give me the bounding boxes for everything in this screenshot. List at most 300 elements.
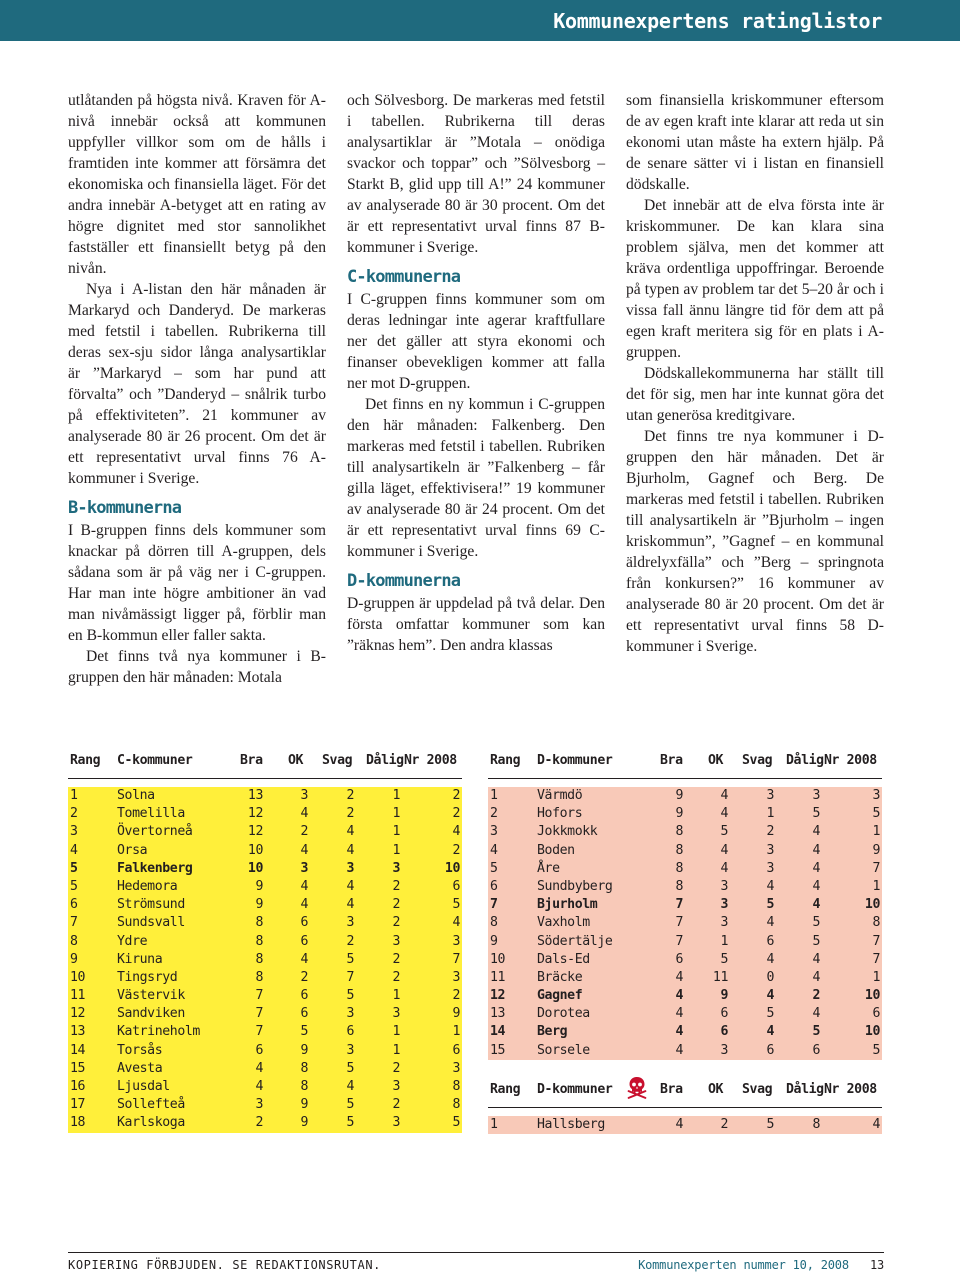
cell-svag: 5 [766,897,774,913]
cell-bra: 4 [675,1024,683,1040]
cell-svag: 2 [346,806,354,822]
cell-nr: 4 [452,915,460,931]
table-header [488,1079,882,1101]
cell-dalig: 1 [392,842,400,858]
d-kommuner-table [488,750,882,1060]
table-row [488,914,882,932]
cell-bra: 8 [675,860,683,876]
cell-ok: 4 [720,806,728,822]
cell-rang: 12 [70,1006,86,1022]
cell-ok: 4 [720,860,728,876]
cell-ok: 2 [300,824,308,840]
cell-name: Falkenberg [117,860,193,876]
article-paragraph: Dödskallekommunerna har ställt till det för sig, men har inte kunnat göra det utan generösa kreditgivare. [626,365,884,424]
cell-bra: 4 [255,1079,263,1094]
cell-nr: 7 [872,860,880,876]
table-row [68,1114,462,1132]
cell-ok: 9 [720,988,728,1004]
column-header: Bra [660,753,683,768]
column-header: Rang [490,753,521,768]
column-header: D-kommuner [537,753,613,768]
cell-ok: 8 [300,1060,308,1076]
cell-name: Övertorneå [117,824,193,840]
article-paragraph: och Sölvesborg. De markeras med fetstil i tabellen. Rubrikerna till deras analysartiklar är ”Motala – onödiga svackor och toppar” och ”Sölvesborg – Starkt B, glid upp till A!” 24 kommuner av analyserade 80 är 30 procent. Om det är ett representativt urval finns 87 B-kommuner i Sverige. [347,92,605,256]
cell-svag: 6 [766,933,774,949]
article-column-2 [347,90,605,656]
cell-svag: 4 [766,1024,774,1040]
cell-dalig: 2 [392,951,400,967]
cell-rang: 11 [490,969,506,985]
cell-nr: 2 [452,788,460,803]
cell-name: Hallsberg [537,1117,605,1132]
cell-ok: 5 [720,824,728,840]
cell-nr: 8 [452,1097,460,1113]
cell-name: Dals-Ed [537,951,590,967]
table-row [488,1005,882,1023]
cell-nr: 5 [452,1115,460,1131]
article-paragraph: D-gruppen är uppdelad på två delar. Den första omfattar kommuner som kan ”räknas hem”. Den andra klassas [347,595,605,654]
cell-rang: 13 [490,1006,506,1022]
cell-bra: 13 [247,788,263,803]
cell-bra: 2 [255,1115,263,1131]
article-paragraph: Det finns tre nya kommuner i D-gruppen den här månaden. Det är Bjurholm, Gagnef och Berg. De markeras med fetstil i tabellen. Rubriken till analysartikeln är ”Bjurholm – ingen kriskommun”, ”Gagnef – en kommunal äldrelyxfälla” och ”Berg – springnota från konkursen?” 16 kommuner av analyserade 80 är 20 procent. Om det är ett representativt urval finns 58 D-kommuner i Sverige. [626,428,884,655]
cell-name: Boden [537,842,575,858]
cell-rang: 7 [490,897,498,913]
cell-rang: 3 [490,824,498,840]
cell-nr: 6 [452,878,460,894]
cell-svag: 6 [346,1024,354,1040]
table-row [68,1042,462,1060]
cell-ok: 6 [720,1006,728,1022]
cell-dalig: 2 [392,878,400,894]
cell-name: Sundbyberg [537,878,613,894]
cell-bra: 6 [255,1042,263,1058]
cell-nr: 3 [452,1060,460,1076]
cell-ok: 3 [720,915,728,931]
cell-dalig: 1 [392,824,400,840]
table-row [488,860,882,878]
page-title: Kommunexpertens ratinglistor [553,9,882,33]
cell-bra: 12 [247,806,263,822]
cell-name: Tomelilla [117,806,185,822]
cell-svag: 2 [346,933,354,949]
column-header: Svag [742,1082,773,1097]
column-header: Bra [660,1082,683,1097]
table-divider [488,778,882,779]
c-kommuner-table [68,750,462,1133]
cell-name: Bräcke [537,969,583,985]
cell-svag: 4 [346,824,354,840]
column-header: Dålig [786,753,824,768]
cell-rang: 8 [490,915,498,931]
table-row [68,1096,462,1114]
cell-rang: 6 [490,878,498,894]
cell-bra: 8 [255,951,263,967]
column-header: OK [708,1082,724,1097]
cell-ok: 3 [720,878,728,894]
cell-nr: 6 [452,1042,460,1058]
cell-name: Hedemora [117,878,178,894]
cell-bra: 9 [675,806,683,822]
cell-svag: 4 [766,951,774,967]
cell-svag: 0 [766,969,774,985]
cell-ok: 6 [300,1006,308,1022]
cell-bra: 7 [675,897,683,913]
cell-nr: 2 [452,988,460,1004]
cell-name: Sorsele [537,1042,590,1058]
cell-name: Avesta [117,1060,163,1076]
cell-ok: 3 [720,897,728,913]
article-paragraph: I C-gruppen finns kommuner som om deras ledningar inte agerar kraftfullare ner det gäller att styra ekonomi och finanser obevekligen kommer att falla ner mot D-gruppen. [347,291,605,392]
cell-name: Sandviken [117,1006,185,1022]
cell-svag: 4 [766,915,774,931]
cell-nr: 7 [872,951,880,967]
cell-bra: 7 [675,933,683,949]
cell-svag: 3 [346,915,354,931]
cell-svag: 4 [346,878,354,894]
cell-name: Katrineholm [117,1024,200,1040]
section-heading: C-kommunerna [347,267,461,287]
cell-rang: 10 [490,951,506,967]
cell-ok: 4 [300,897,308,913]
table-row [68,969,462,987]
cell-svag: 5 [766,1117,774,1132]
cell-rang: 10 [70,969,86,985]
cell-rang: 9 [490,933,498,949]
table-row [488,878,882,896]
cell-bra: 9 [675,788,683,803]
cell-nr: 3 [452,933,460,949]
cell-bra: 4 [675,1042,683,1058]
cell-bra: 4 [675,1006,683,1022]
cell-nr: 1 [452,1024,460,1040]
column-header: Nr 2008 [404,753,457,768]
cell-name: Åre [537,860,560,876]
column-header: Nr 2008 [824,1082,877,1097]
cell-ok: 4 [300,878,308,894]
cell-dalig: 3 [392,933,400,949]
cell-dalig: 4 [812,824,820,840]
table-row [488,987,882,1005]
column-header: OK [288,753,304,768]
cell-rang: 16 [70,1079,86,1094]
cell-rang: 14 [490,1024,506,1040]
cell-bra: 9 [255,897,263,913]
table-row [488,896,882,914]
cell-nr: 10 [864,1024,880,1040]
cell-bra: 7 [675,915,683,931]
cell-dalig: 3 [812,788,820,803]
column-header: C-kommuner [117,753,193,768]
cell-nr: 9 [872,842,880,858]
cell-nr: 3 [872,788,880,803]
table-row [68,823,462,841]
column-header: OK [708,753,724,768]
cell-bra: 8 [675,842,683,858]
cell-svag: 5 [346,1097,354,1113]
table-row [68,1023,462,1041]
cell-dalig: 4 [812,842,820,858]
footer-issue [638,1258,884,1272]
cell-ok: 6 [300,988,308,1004]
table-row [488,1042,882,1060]
cell-rang: 4 [490,842,498,858]
cell-ok: 5 [720,951,728,967]
article-paragraph: Det finns två nya kommuner i B-gruppen den här månaden: Motala [68,648,326,686]
cell-nr: 10 [444,860,460,876]
cell-ok: 3 [720,1042,728,1058]
skull-crossbones-icon [624,1075,650,1101]
column-header: Dålig [786,1082,824,1097]
table-row [68,878,462,896]
table-divider [68,778,462,779]
cell-name: Sollefteå [117,1097,185,1113]
table-row [488,842,882,860]
cell-dalig: 5 [812,915,820,931]
cell-svag: 3 [346,1006,354,1022]
cell-dalig: 2 [392,1097,400,1113]
cell-rang: 13 [70,1024,86,1040]
article-paragraph: som finansiella kriskommuner eftersom de av egen kraft inte klarar att reda ut sin ekonomi utan måste ha extern hjälp. På de senare sätter vi i listan en finansiell dödskalle. [626,92,884,193]
cell-dalig: 5 [812,1024,820,1040]
cell-ok: 4 [720,788,728,803]
cell-ok: 8 [300,1079,308,1094]
cell-svag: 4 [346,897,354,913]
cell-dalig: 4 [812,969,820,985]
cell-dalig: 3 [392,860,400,876]
cell-name: Strömsund [117,897,185,913]
column-header: Svag [742,753,773,768]
cell-name: Vaxholm [537,915,590,931]
cell-nr: 5 [872,806,880,822]
cell-name: Tingsryd [117,969,178,985]
table-row [68,842,462,860]
table-row [68,1078,462,1096]
cell-bra: 4 [675,969,683,985]
cell-name: Ljusdal [117,1079,170,1094]
column-header: Dålig [366,753,404,768]
cell-rang: 9 [70,951,78,967]
cell-name: Hofors [537,806,583,822]
table-row [68,860,462,878]
cell-svag: 6 [766,1042,774,1058]
cell-name: Södertälje [537,933,613,949]
cell-name: Solna [117,788,155,803]
table-row [488,787,882,805]
cell-dalig: 3 [392,1079,400,1094]
cell-ok: 9 [300,1097,308,1113]
cell-dalig: 2 [392,915,400,931]
table-row [488,951,882,969]
d-kommuner-kris-table [488,1079,882,1134]
cell-svag: 2 [346,788,354,803]
column-header: D-kommuner [537,1082,613,1097]
cell-nr: 2 [452,806,460,822]
cell-ok: 9 [300,1115,308,1131]
cell-nr: 8 [452,1079,460,1094]
cell-bra: 7 [255,1024,263,1040]
cell-rang: 3 [70,824,78,840]
cell-nr: 1 [872,878,880,894]
cell-ok: 2 [720,1117,728,1132]
cell-rang: 11 [70,988,86,1004]
table-row [68,933,462,951]
cell-svag: 3 [766,788,774,803]
cell-ok: 9 [300,1042,308,1058]
cell-svag: 4 [346,842,354,858]
cell-ok: 6 [720,1024,728,1040]
table-row [68,805,462,823]
article-paragraph: I B-gruppen finns dels kommuner som knackar på dörren till A-gruppen, dels sådana som är på väg ner i C-gruppen. Har man inte högre ambitioner än vad man nivåmässigt ligger på, förblir man en B-kommun eller faller sakta. [68,522,326,644]
cell-svag: 4 [766,878,774,894]
cell-name: Ydre [117,933,148,949]
section-heading: B-kommunerna [68,498,182,518]
cell-dalig: 1 [392,788,400,803]
cell-rang: 6 [70,897,78,913]
cell-dalig: 2 [812,988,820,1004]
cell-name: Jokkmokk [537,824,598,840]
footer-magazine: Kommunexperten nummer 10, 2008 [638,1258,849,1272]
cell-bra: 8 [675,878,683,894]
cell-nr: 5 [452,897,460,913]
cell-dalig: 1 [392,988,400,1004]
column-header: Bra [240,753,263,768]
table-row [68,951,462,969]
cell-bra: 6 [675,951,683,967]
cell-dalig: 4 [812,951,820,967]
cell-nr: 9 [452,1006,460,1022]
cell-bra: 8 [675,824,683,840]
cell-dalig: 2 [392,897,400,913]
cell-rang: 15 [70,1060,86,1076]
column-header: Nr 2008 [824,753,877,768]
cell-dalig: 1 [392,1042,400,1058]
cell-bra: 4 [675,988,683,1004]
cell-name: Torsås [117,1042,163,1058]
cell-rang: 4 [70,842,78,858]
cell-name: Dorotea [537,1006,590,1022]
cell-bra: 7 [255,988,263,1004]
cell-ok: 3 [300,860,308,876]
cell-name: Kiruna [117,951,163,967]
cell-svag: 5 [346,988,354,1004]
cell-rang: 15 [490,1042,506,1058]
cell-ok: 6 [300,933,308,949]
cell-svag: 7 [346,969,354,985]
cell-dalig: 3 [392,1115,400,1131]
table-divider [488,1107,882,1108]
cell-name: Sundsvall [117,915,185,931]
cell-ok: 4 [300,806,308,822]
cell-nr: 7 [872,933,880,949]
cell-nr: 1 [872,824,880,840]
cell-bra: 8 [255,915,263,931]
cell-dalig: 4 [812,860,820,876]
cell-dalig: 4 [812,897,820,913]
table-row [488,1023,882,1041]
cell-ok: 3 [300,788,308,803]
article-column-1 [68,90,326,688]
cell-bra: 10 [247,860,263,876]
cell-nr: 1 [872,969,880,985]
cell-rang: 1 [490,788,498,803]
cell-bra: 10 [247,842,263,858]
cell-dalig: 8 [812,1117,820,1132]
cell-bra: 7 [255,1006,263,1022]
cell-bra: 12 [247,824,263,840]
table-row [488,969,882,987]
table-header [68,750,462,772]
cell-rang: 1 [490,1117,498,1132]
footer-page-number: 13 [869,1258,884,1272]
cell-svag: 5 [766,1006,774,1022]
cell-rang: 17 [70,1097,86,1113]
cell-rang: 12 [490,988,506,1004]
cell-svag: 5 [346,1115,354,1131]
article-column-3 [626,90,884,657]
cell-rang: 1 [70,788,78,803]
cell-rang: 2 [490,806,498,822]
cell-rang: 7 [70,915,78,931]
table-row [68,896,462,914]
footer-rule [68,1252,884,1253]
cell-svag: 4 [346,1079,354,1094]
cell-svag: 2 [766,824,774,840]
cell-svag: 5 [346,1060,354,1076]
cell-dalig: 4 [812,1006,820,1022]
cell-ok: 4 [300,951,308,967]
column-header: Rang [490,1082,521,1097]
table-row [488,823,882,841]
footer-copyright: KOPIERING FÖRBJUDEN. SE REDAKTIONSRUTAN. [68,1258,381,1272]
cell-rang: 2 [70,806,78,822]
table-row [488,933,882,951]
cell-bra: 4 [255,1060,263,1076]
cell-ok: 1 [720,933,728,949]
table-header [488,750,882,772]
cell-name: Orsa [117,842,148,858]
article-paragraph: Det innebär att de elva första inte är kriskommuner. De kan klara sina problem själva, men det kommer att kräva ordentliga uppoffringar. Beroende på typen av problem tar det 5–20 år och i vissa fall ännu längre tid för dem att på egen kraft meritera sig för en plats i A-gruppen. [626,197,884,361]
table-row [68,787,462,805]
cell-dalig: 5 [812,806,820,822]
cell-rang: 18 [70,1115,86,1131]
cell-ok: 2 [300,969,308,985]
cell-dalig: 6 [812,1042,820,1058]
article-paragraph: Det finns en ny kommun i C-gruppen den här månaden: Falkenberg. Den markeras med fetstil i tabellen. Rubriken till analysartikeln är ”Falkenberg – får gilla läget, effektivisera!” 19 kommuner av analyserade 80 är 24 procent. Om det är ett representativt urval finns 69 C-kommuner i Sverige. [347,396,605,560]
cell-nr: 7 [452,951,460,967]
cell-dalig: 3 [392,1006,400,1022]
column-header: Svag [322,753,353,768]
cell-name: Västervik [117,988,185,1004]
cell-dalig: 5 [812,933,820,949]
cell-svag: 3 [766,860,774,876]
article-paragraph: Nya i A-listan den här månaden är Markaryd och Danderyd. De markeras med fetstil i tabellen. Rubrikerna till deras sex-sju sidor långa analysartiklar är ”Markaryd – som har pund att förvalta” och ”Danderyd – snålrik turbo på effektiviteten”. 21 kommuner av analyserade 80 är 26 procent. Om det är ett representativt urval finns 76 A-kommuner i Sverige. [68,281,326,487]
cell-bra: 8 [255,969,263,985]
cell-nr: 5 [872,1042,880,1058]
cell-dalig: 4 [812,878,820,894]
cell-nr: 6 [872,1006,880,1022]
cell-dalig: 1 [392,806,400,822]
cell-rang: 14 [70,1042,86,1058]
cell-name: Berg [537,1024,568,1040]
cell-ok: 4 [720,842,728,858]
cell-bra: 8 [255,933,263,949]
cell-svag: 3 [766,842,774,858]
table-row [488,1116,882,1134]
cell-bra: 9 [255,878,263,894]
cell-svag: 3 [346,860,354,876]
table-row [68,1060,462,1078]
